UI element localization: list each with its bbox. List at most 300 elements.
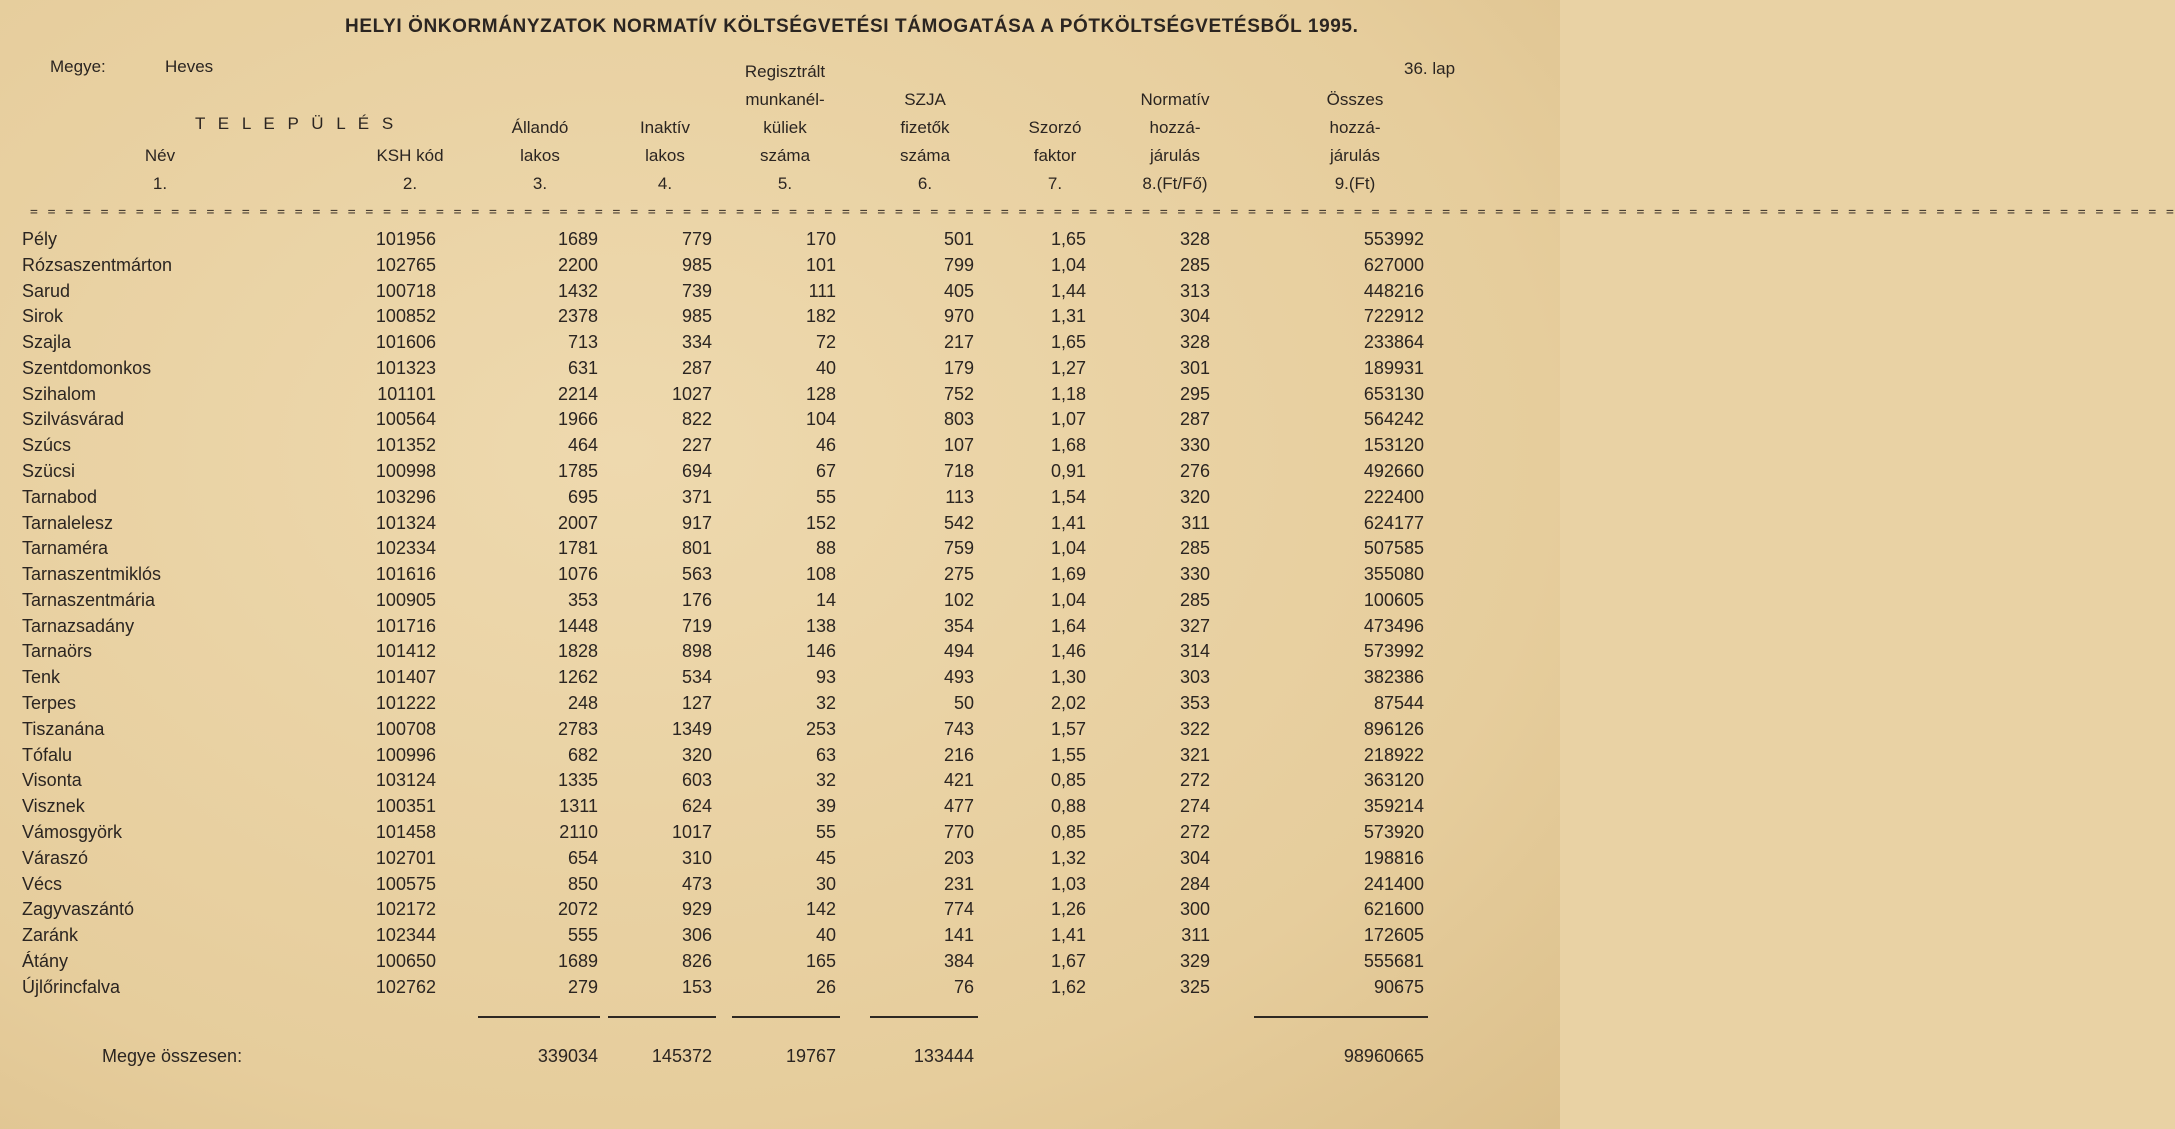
- cell-col-4: 826: [681, 950, 712, 971]
- header-col-4: Inaktív lakos 4.: [639, 118, 691, 193]
- cell-col-3: 248: [567, 693, 598, 714]
- cell-col-4: 898: [681, 641, 712, 662]
- cell-col-5: 104: [805, 409, 836, 430]
- settlement-name: Sarud: [22, 280, 71, 301]
- cell-col-2: 102701: [375, 847, 436, 868]
- settlement-name: Tarnaméra: [22, 538, 109, 559]
- cell-col-5: 26: [815, 976, 836, 997]
- cell-col-5: 253: [805, 718, 836, 739]
- header-col-9: Összes hozzá- járulás 9.(Ft): [1326, 90, 1384, 193]
- cell-col-6: 76: [953, 976, 974, 997]
- cell-col-6: 743: [943, 718, 974, 739]
- cell-col-3: 1689: [557, 950, 598, 971]
- settlement-name: Tarnabod: [22, 486, 98, 507]
- table-row: [0, 667, 1560, 693]
- cell-col-4: 1027: [671, 383, 712, 404]
- table-row: [0, 796, 1560, 822]
- settlement-name: Szajla: [22, 332, 72, 353]
- cell-col-6: 275: [943, 564, 974, 585]
- header-col-7: Szorzó faktor 7.: [1028, 118, 1082, 193]
- table-row: [0, 435, 1560, 461]
- cell-col-5: 138: [805, 615, 836, 636]
- cell-col-2: 102344: [375, 925, 436, 946]
- table-row: [0, 693, 1560, 719]
- cell-col-3: 2072: [557, 899, 598, 920]
- header-group-telepules: T E L E P Ü L É S: [195, 114, 398, 133]
- cell-col-9: 553992: [1363, 229, 1424, 249]
- cell-col-3: 279: [567, 976, 598, 997]
- table-row: [0, 951, 1560, 977]
- cell-col-6: 217: [943, 332, 974, 353]
- cell-col-4: 534: [681, 667, 712, 688]
- cell-col-5: 30: [815, 873, 836, 894]
- cell-col-9: 621600: [1363, 899, 1424, 920]
- cell-col-8: 330: [1179, 435, 1210, 456]
- cell-col-7: 1,55: [1050, 744, 1086, 765]
- cell-col-6: 231: [943, 873, 974, 894]
- cell-col-4: 563: [681, 564, 712, 585]
- cell-col-2: 103296: [375, 486, 436, 507]
- header-col-5: Regisztrált munkanél- küliek száma 5.: [744, 62, 826, 193]
- cell-col-2: 101101: [377, 383, 436, 404]
- cell-col-3: 2378: [557, 306, 598, 327]
- cell-col-8: 300: [1179, 899, 1210, 920]
- cell-col-5: 40: [815, 925, 836, 946]
- cell-col-6: 384: [943, 950, 974, 971]
- cell-col-2: 103124: [375, 770, 436, 791]
- cell-col-9: 198816: [1363, 847, 1424, 868]
- cell-col-8: 284: [1179, 873, 1210, 894]
- table-row: [0, 306, 1560, 332]
- header-col-6: SZJA fizetők száma 6.: [899, 90, 951, 193]
- settlement-name: Újlőrincfalva: [22, 976, 121, 997]
- county-label: Megye:: [50, 57, 106, 76]
- cell-col-8: 353: [1179, 693, 1210, 714]
- cell-col-3: 1781: [557, 538, 598, 559]
- cell-col-7: 1,30: [1050, 667, 1086, 688]
- cell-col-8: 325: [1179, 976, 1210, 997]
- settlement-name: Szihalom: [22, 383, 97, 404]
- cell-col-7: 1,68: [1050, 435, 1086, 456]
- cell-col-4: 127: [681, 693, 712, 714]
- cell-col-9: 624177: [1363, 512, 1424, 533]
- cell-col-4: 985: [681, 306, 712, 327]
- cell-col-7: 0,88: [1050, 796, 1086, 817]
- table-row: [0, 822, 1560, 848]
- cell-col-9: 555681: [1363, 950, 1424, 971]
- cell-col-9: 241400: [1363, 873, 1424, 894]
- cell-col-4: 624: [681, 796, 712, 817]
- cell-col-5: 88: [815, 538, 836, 559]
- cell-col-3: 1311: [559, 796, 598, 817]
- cell-col-6: 494: [943, 641, 974, 662]
- cell-col-4: 779: [681, 229, 712, 249]
- cell-col-3: 1335: [557, 770, 598, 791]
- cell-col-2: 100650: [375, 950, 436, 971]
- settlement-name: Szentdomonkos: [22, 357, 152, 378]
- cell-col-6: 113: [945, 486, 974, 507]
- cell-col-6: 501: [943, 229, 974, 249]
- settlement-name: Váraszó: [22, 847, 89, 868]
- cell-col-4: 1017: [671, 821, 712, 842]
- cell-col-8: 274: [1179, 796, 1210, 817]
- cell-col-5: 46: [815, 435, 836, 456]
- cell-col-5: 14: [815, 589, 836, 610]
- cell-col-3: 1448: [557, 615, 598, 636]
- cell-col-2: 101606: [375, 332, 436, 353]
- cell-col-9: 222400: [1363, 486, 1424, 507]
- settlement-name: Zaránk: [22, 925, 79, 946]
- cell-col-9: 218922: [1363, 744, 1424, 765]
- cell-col-8: 272: [1179, 821, 1210, 842]
- settlement-name: Vécs: [22, 873, 63, 894]
- cell-col-7: 0,91: [1050, 461, 1086, 482]
- cell-col-9: 153120: [1363, 435, 1424, 456]
- cell-col-6: 477: [943, 796, 974, 817]
- cell-col-3: 850: [567, 873, 598, 894]
- cell-col-9: 492660: [1363, 461, 1424, 482]
- cell-col-6: 542: [943, 512, 974, 533]
- cell-col-9: 189931: [1363, 357, 1424, 378]
- cell-col-5: 39: [815, 796, 836, 817]
- cell-col-5: 55: [815, 821, 836, 842]
- cell-col-5: 32: [815, 770, 836, 791]
- sum-rule-col-4: [608, 1016, 716, 1018]
- cell-col-2: 101324: [375, 512, 436, 533]
- cell-col-5: 142: [805, 899, 836, 920]
- cell-col-2: 100998: [375, 461, 436, 482]
- cell-col-3: 1828: [557, 641, 598, 662]
- cell-col-3: 1432: [557, 280, 598, 301]
- cell-col-3: 464: [567, 435, 598, 456]
- cell-col-4: 694: [681, 461, 712, 482]
- settlement-name: Sirok: [22, 306, 64, 327]
- table-row: [0, 899, 1560, 925]
- cell-col-6: 799: [943, 254, 974, 275]
- cell-col-7: 1,07: [1050, 409, 1086, 430]
- cell-col-8: 328: [1179, 332, 1210, 353]
- cell-col-8: 311: [1181, 925, 1210, 946]
- cell-col-9: 359214: [1363, 796, 1424, 817]
- cell-col-8: 311: [1181, 512, 1210, 533]
- cell-col-8: 285: [1179, 538, 1210, 559]
- cell-col-6: 493: [943, 667, 974, 688]
- document-title: HELYI ÖNKORMÁNYZATOK NORMATÍV KÖLTSÉGVETÉSI TÁMOGATÁSA A PÓTKÖLTSÉGVETÉSBŐL 1995.: [345, 16, 1359, 37]
- cell-col-9: 448216: [1363, 280, 1424, 301]
- cell-col-7: 1,04: [1050, 254, 1086, 275]
- county-total-label: Megye összesen:: [102, 1046, 243, 1066]
- table-row: [0, 564, 1560, 590]
- cell-col-2: 101407: [375, 667, 436, 688]
- settlement-name: Tiszanána: [22, 718, 105, 739]
- cell-col-2: 101412: [375, 641, 436, 662]
- cell-col-7: 0,85: [1050, 770, 1086, 791]
- table-row: [0, 229, 1560, 255]
- settlement-name: Tófalu: [22, 744, 73, 765]
- cell-col-2: 100996: [375, 744, 436, 765]
- total-col-9: 98960665: [1343, 1046, 1424, 1066]
- cell-col-3: 2007: [557, 512, 598, 533]
- settlement-name: Tarnaszentmária: [22, 589, 156, 610]
- cell-col-3: 713: [567, 332, 598, 353]
- cell-col-9: 172605: [1363, 925, 1424, 946]
- cell-col-8: 314: [1179, 641, 1210, 662]
- cell-col-6: 970: [943, 306, 974, 327]
- cell-col-5: 128: [805, 383, 836, 404]
- cell-col-7: 1,57: [1050, 718, 1086, 739]
- cell-col-2: 100708: [375, 718, 436, 739]
- cell-col-2: 102762: [375, 976, 436, 997]
- cell-col-8: 272: [1179, 770, 1210, 791]
- table-row: [0, 487, 1560, 513]
- sum-rule-col-3: [478, 1016, 600, 1018]
- cell-col-5: 108: [805, 564, 836, 585]
- cell-col-6: 216: [943, 744, 974, 765]
- cell-col-2: 102172: [375, 899, 436, 920]
- cell-col-2: 100564: [375, 409, 436, 430]
- cell-col-6: 770: [943, 821, 974, 842]
- cell-col-4: 473: [681, 873, 712, 894]
- cell-col-3: 1262: [557, 667, 598, 688]
- settlement-name: Tarnalelesz: [22, 512, 114, 533]
- cell-col-6: 107: [943, 435, 974, 456]
- cell-col-7: 1,67: [1050, 950, 1086, 971]
- settlement-name: Zagyvaszántó: [22, 899, 135, 920]
- cell-col-2: 100905: [375, 589, 436, 610]
- cell-col-8: 327: [1179, 615, 1210, 636]
- settlement-name: Tarnaszentmiklós: [22, 564, 162, 585]
- cell-col-3: 2200: [557, 254, 598, 275]
- cell-col-7: 1,46: [1050, 641, 1086, 662]
- cell-col-4: 929: [681, 899, 712, 920]
- cell-col-7: 1,04: [1050, 589, 1086, 610]
- cell-col-4: 917: [681, 512, 712, 533]
- cell-col-4: 801: [681, 538, 712, 559]
- cell-col-8: 329: [1179, 950, 1210, 971]
- sum-rule-col-6: [870, 1016, 978, 1018]
- table-row: [0, 641, 1560, 667]
- cell-col-9: 90675: [1373, 976, 1424, 997]
- cell-col-2: 101222: [375, 693, 436, 714]
- table-row: [0, 590, 1560, 616]
- cell-col-5: 55: [815, 486, 836, 507]
- page-number: 36. lap: [1404, 59, 1456, 78]
- cell-col-7: 1,03: [1050, 873, 1086, 894]
- cell-col-4: 371: [681, 486, 712, 507]
- total-col-4: 145372: [651, 1046, 712, 1066]
- cell-col-5: 67: [815, 461, 836, 482]
- cell-col-2: 101956: [375, 229, 436, 249]
- cell-col-6: 803: [943, 409, 974, 430]
- cell-col-7: 1,62: [1050, 976, 1086, 997]
- table-row: [0, 616, 1560, 642]
- table-row: [0, 384, 1560, 410]
- cell-col-6: 421: [943, 770, 974, 791]
- table-row: [0, 409, 1560, 435]
- settlement-name: Szilvásvárad: [22, 409, 125, 430]
- cell-col-8: 330: [1179, 564, 1210, 585]
- cell-col-9: 473496: [1363, 615, 1424, 636]
- cell-col-7: 2,02: [1050, 693, 1086, 714]
- settlement-name: Tenk: [22, 667, 61, 688]
- cell-col-5: 93: [815, 667, 836, 688]
- settlement-name: Visonta: [22, 770, 82, 791]
- cell-col-9: 722912: [1363, 306, 1424, 327]
- table-row: [0, 745, 1560, 771]
- cell-col-6: 354: [943, 615, 974, 636]
- cell-col-4: 719: [681, 615, 712, 636]
- cell-col-5: 165: [805, 950, 836, 971]
- cell-col-4: 334: [681, 332, 712, 353]
- settlement-name: Vámosgyörk: [22, 821, 123, 842]
- settlement-name: Visznek: [22, 796, 85, 817]
- cell-col-4: 739: [681, 280, 712, 301]
- settlement-name: Tarnaörs: [22, 641, 93, 662]
- table-row: [0, 770, 1560, 796]
- table-row: [0, 874, 1560, 900]
- cell-col-6: 752: [943, 383, 974, 404]
- cell-col-7: 1,65: [1050, 229, 1086, 249]
- table-row: [0, 848, 1560, 874]
- cell-col-9: 653130: [1363, 383, 1424, 404]
- table-row: [0, 513, 1560, 539]
- cell-col-3: 682: [567, 744, 598, 765]
- cell-col-2: 101352: [375, 435, 436, 456]
- table-row: [0, 332, 1560, 358]
- cell-col-7: 1,69: [1050, 564, 1086, 585]
- header-col-3: Állandó lakos 3.: [511, 118, 569, 193]
- cell-col-9: 573920: [1363, 821, 1424, 842]
- cell-col-2: 100351: [375, 796, 436, 817]
- cell-col-6: 179: [943, 357, 974, 378]
- total-col-3: 339034: [537, 1046, 598, 1066]
- cell-col-5: 182: [805, 306, 836, 327]
- cell-col-6: 50: [953, 693, 974, 714]
- cell-col-4: 287: [681, 357, 712, 378]
- cell-col-6: 718: [943, 461, 974, 482]
- cell-col-5: 152: [805, 512, 836, 533]
- cell-col-2: 102765: [375, 254, 436, 275]
- cell-col-8: 313: [1179, 280, 1210, 301]
- cell-col-4: 603: [681, 770, 712, 791]
- cell-col-5: 111: [808, 280, 836, 301]
- settlement-name: Szücsi: [22, 461, 76, 482]
- cell-col-5: 146: [805, 641, 836, 662]
- cell-col-3: 353: [567, 589, 598, 610]
- settlement-name: Terpes: [22, 693, 77, 714]
- cell-col-3: 2214: [557, 383, 598, 404]
- cell-col-5: 45: [815, 847, 836, 868]
- cell-col-3: 1076: [557, 564, 598, 585]
- cell-col-2: 101616: [375, 564, 436, 585]
- cell-col-7: 1,04: [1050, 538, 1086, 559]
- table-row: [0, 358, 1560, 384]
- total-col-6: 133444: [913, 1046, 974, 1066]
- cell-col-4: 310: [681, 847, 712, 868]
- cell-col-3: 2110: [559, 821, 598, 842]
- cell-col-4: 227: [681, 435, 712, 456]
- cell-col-4: 985: [681, 254, 712, 275]
- cell-col-5: 101: [805, 254, 836, 275]
- table-row: [0, 719, 1560, 745]
- cell-col-7: 1,41: [1050, 512, 1086, 533]
- cell-col-3: 555: [567, 925, 598, 946]
- settlement-name: Pély: [22, 229, 58, 249]
- cell-col-7: 1,65: [1050, 332, 1086, 353]
- cell-col-7: 1,41: [1050, 925, 1086, 946]
- cell-col-2: 101716: [375, 615, 436, 636]
- cell-col-5: 72: [815, 332, 836, 353]
- cell-col-2: 102334: [375, 538, 436, 559]
- cell-col-7: 1,18: [1050, 383, 1086, 404]
- cell-col-3: 1785: [557, 461, 598, 482]
- settlement-name: Szúcs: [22, 435, 72, 456]
- settlement-name: Tarnazsadány: [22, 615, 135, 636]
- table-row: [0, 925, 1560, 951]
- cell-col-4: 1349: [671, 718, 712, 739]
- cell-col-3: 1966: [557, 409, 598, 430]
- cell-col-8: 301: [1179, 357, 1210, 378]
- table-row: [0, 281, 1560, 307]
- cell-col-3: 654: [567, 847, 598, 868]
- cell-col-4: 153: [681, 976, 712, 997]
- table-row: [0, 461, 1560, 487]
- table-row: [0, 538, 1560, 564]
- cell-col-8: 320: [1179, 486, 1210, 507]
- header-col-8: Normatív hozzá- járulás 8.(Ft/Fő): [1140, 90, 1210, 193]
- cell-col-2: 100575: [375, 873, 436, 894]
- cell-col-8: 328: [1179, 229, 1210, 249]
- cell-col-7: 1,31: [1050, 306, 1086, 327]
- cell-col-8: 276: [1179, 461, 1210, 482]
- cell-col-3: 1689: [557, 229, 598, 249]
- cell-col-6: 141: [943, 925, 974, 946]
- cell-col-9: 100605: [1363, 589, 1424, 610]
- cell-col-6: 102: [943, 589, 974, 610]
- double-line-separator: = = = = = = = = = = = = = = = = = = = = = = = = = = = = = = = = = = = = = = = = = = = = = = = = = = = = = = = = = = = = = = = = = = = = = = = = = = = = = = = = = = = = = = = = = = = = = = = = = = = = = = = = = = = = = = = = = = = = = = = = = =: [30, 205, 2175, 220]
- total-col-5: 19767: [785, 1046, 836, 1066]
- cell-col-2: 101458: [375, 821, 436, 842]
- sum-rule-col-9: [1254, 1016, 1428, 1018]
- cell-col-6: 759: [943, 538, 974, 559]
- cell-col-5: 32: [815, 693, 836, 714]
- cell-col-3: 631: [567, 357, 598, 378]
- cell-col-9: 564242: [1363, 409, 1424, 430]
- cell-col-2: 100718: [375, 280, 436, 301]
- settlement-name: Rózsaszentmárton: [22, 254, 173, 275]
- cell-col-6: 405: [943, 280, 974, 301]
- cell-col-9: 896126: [1363, 718, 1424, 739]
- cell-col-3: 695: [567, 486, 598, 507]
- cell-col-2: 100852: [375, 306, 436, 327]
- header-col-1: Név 1.: [144, 146, 176, 193]
- cell-col-6: 774: [943, 899, 974, 920]
- cell-col-9: 382386: [1363, 667, 1424, 688]
- cell-col-8: 287: [1179, 409, 1210, 430]
- cell-col-9: 233864: [1363, 332, 1424, 353]
- cell-col-3: 2783: [557, 718, 598, 739]
- cell-col-7: 1,26: [1050, 899, 1086, 920]
- cell-col-4: 306: [681, 925, 712, 946]
- cell-col-9: 507585: [1363, 538, 1424, 559]
- cell-col-6: 203: [943, 847, 974, 868]
- cell-col-5: 63: [815, 744, 836, 765]
- county-value: Heves: [165, 57, 214, 76]
- cell-col-2: 101323: [375, 357, 436, 378]
- cell-col-8: 321: [1179, 744, 1210, 765]
- cell-col-9: 355080: [1363, 564, 1424, 585]
- cell-col-9: 87544: [1373, 693, 1424, 714]
